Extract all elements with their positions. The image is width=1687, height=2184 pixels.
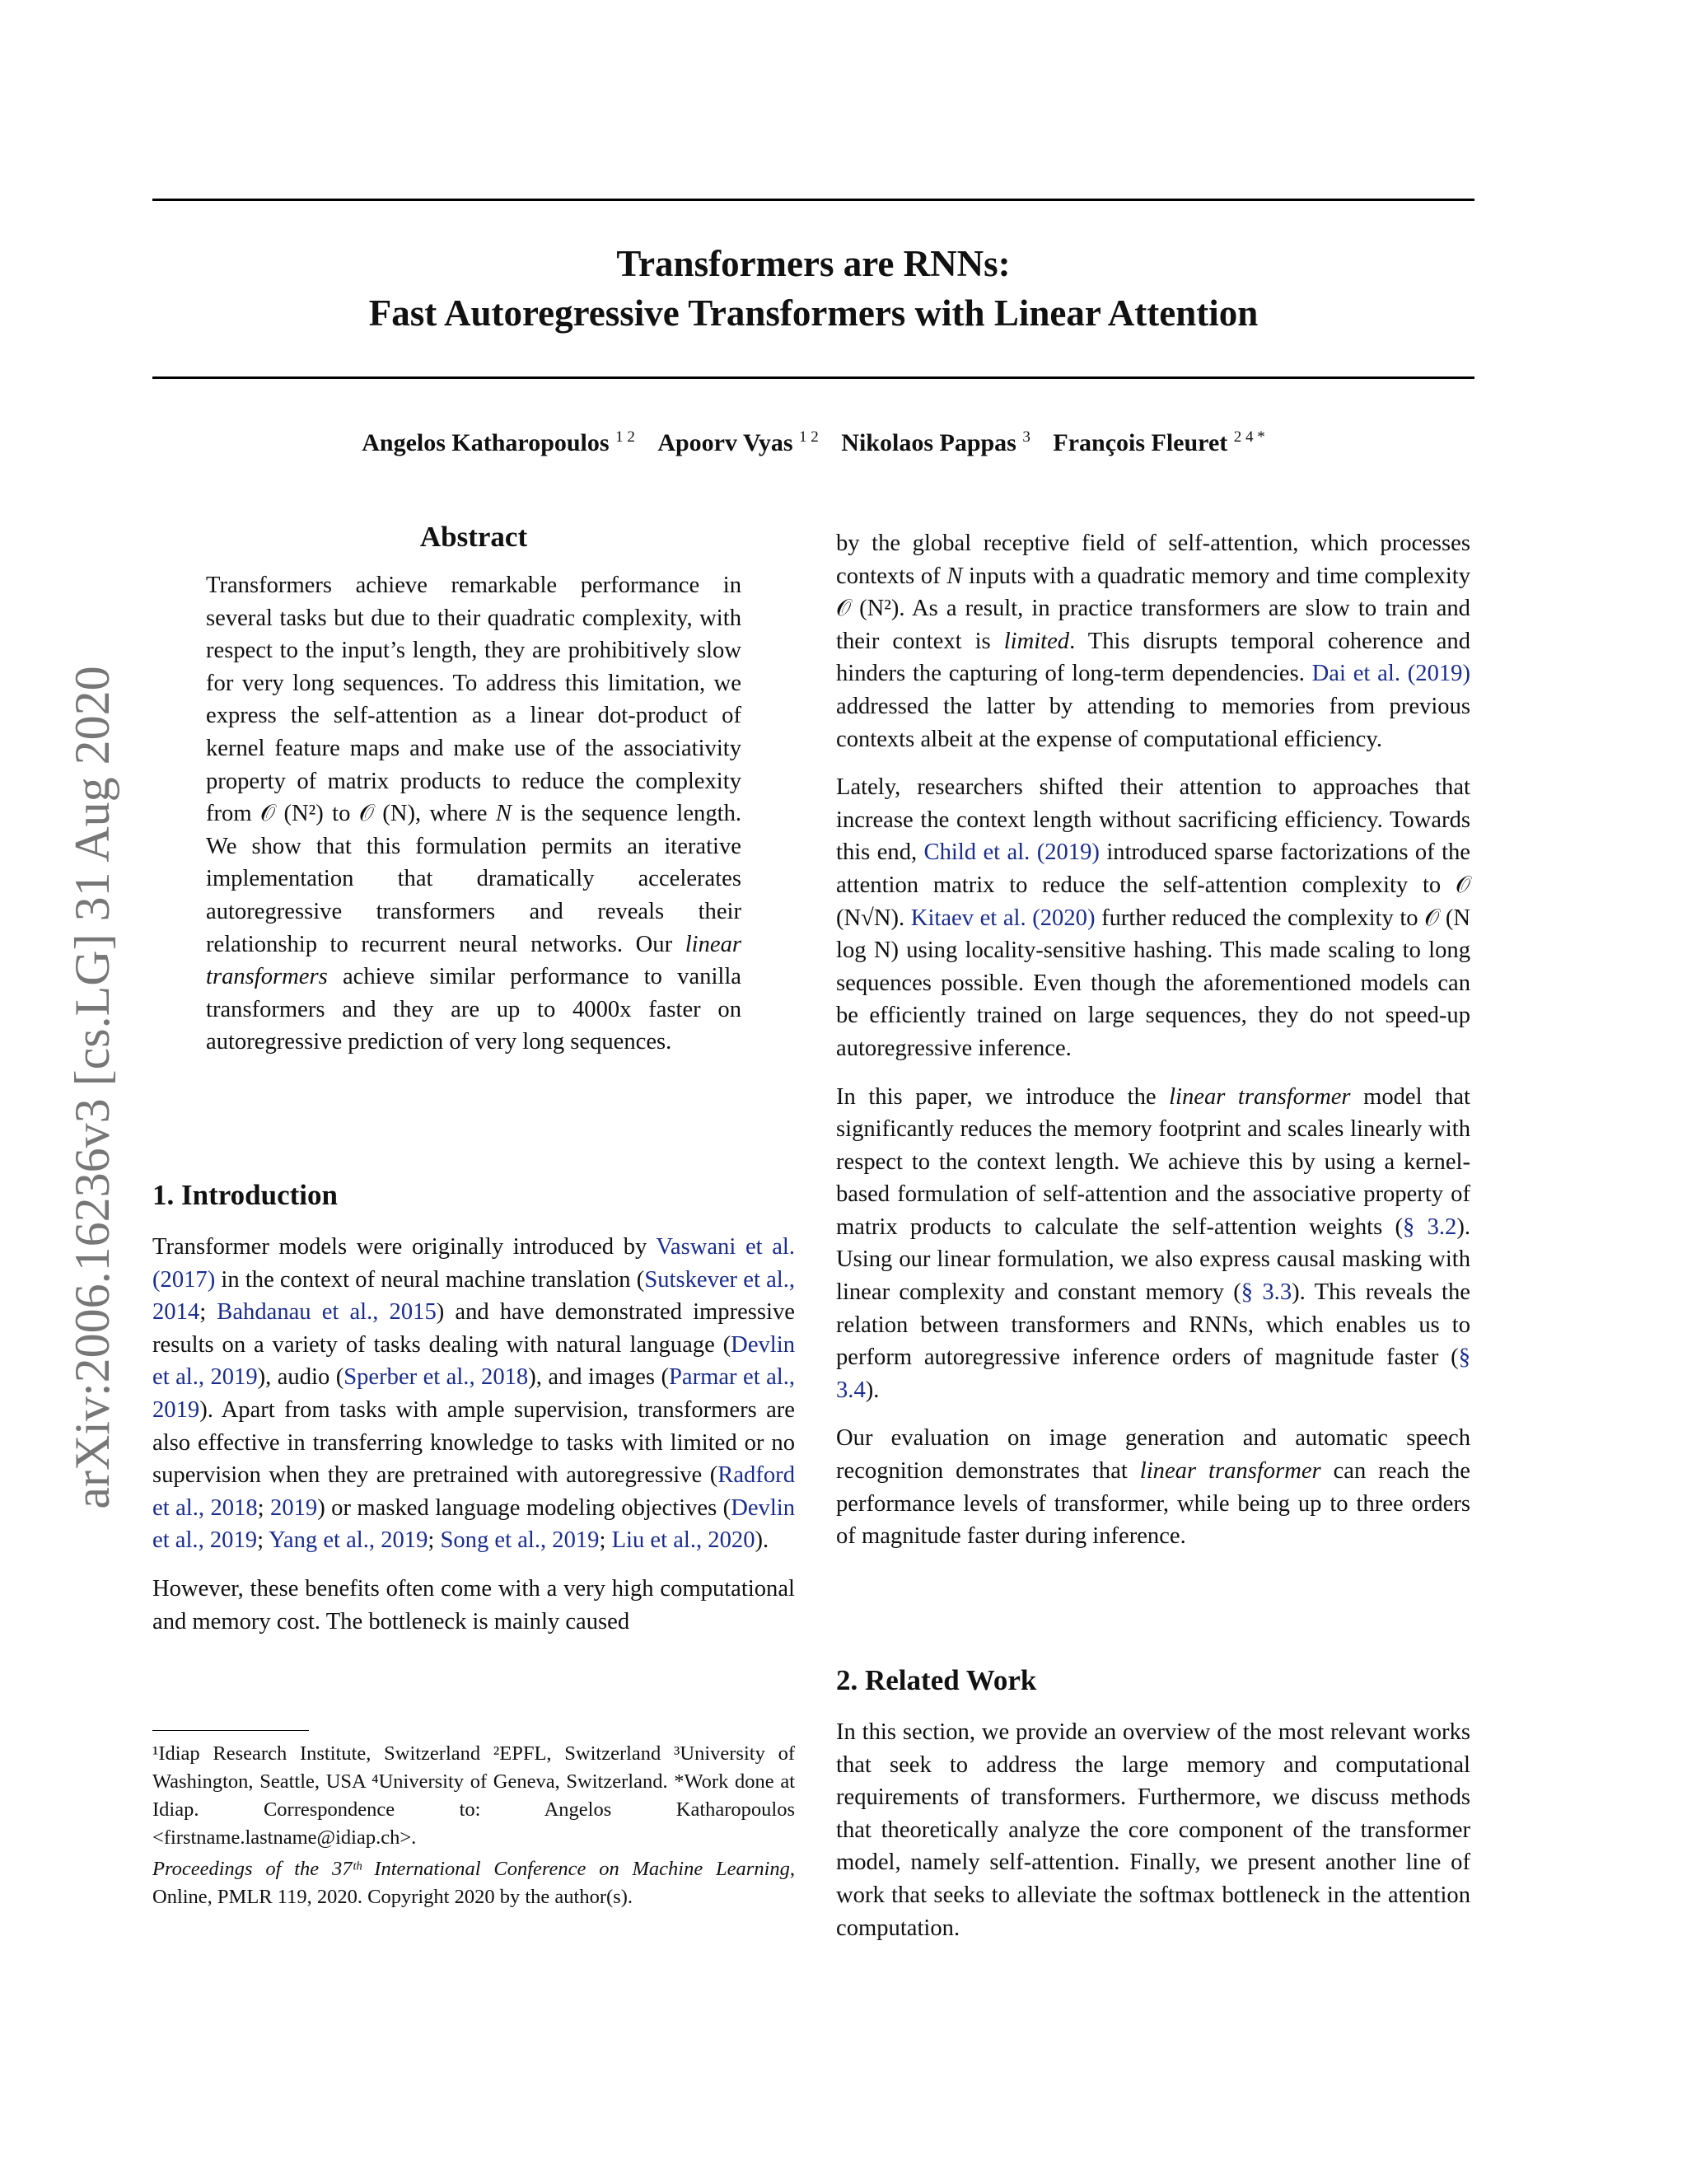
section-heading-related-work: 2. Related Work [836,1664,1037,1696]
citation-link[interactable]: Sperber et al., 2018 [343,1364,529,1391]
citation-link[interactable]: 2019 [270,1494,318,1521]
abstract-heading: Abstract [419,521,528,553]
math-inline: N [495,801,512,827]
math-inline: 𝒪 (N√N) [836,872,1470,931]
citation-link[interactable]: Dai et al. (2019) [1311,661,1471,687]
math-inline: 𝒪 (N) [358,801,415,827]
citation-link[interactable]: Devlin et al., 2019 [152,1331,795,1391]
citation-link[interactable]: Yang et al., 2019 [269,1527,428,1554]
title-line-1: Transformers are RNNs: [616,243,1011,284]
related-paragraph-1: In this section, we provide an overview of the most relevant works that seek to address the large memory and computational requirements of transformers. Furthermore, we discuss methods that theoretically analyze the core component of the transformer model, namely self-attention. Finally, we present another line of work that seeks to alleviate the softmax bottleneck in the attention computation. [836,1719,1470,1941]
author: Apoorv Vyas $^{1 2}$ [657,428,819,456]
section-ref-link[interactable]: § 3.2 [1403,1214,1457,1240]
title-top-rule [152,199,1474,201]
citation-link[interactable]: Vaswani et al. (2017) [152,1234,795,1293]
abstract-paragraph: Transformers achieve remarkable performance in several tasks but due to their quadratic complexity, with respect to the input’s length, they are prohibitively slow for very long sequences. To address this limitation, we express the self-attention as a linear dot-product of kernel feature maps and make use of the associativity property of matrix products to reduce the complexity from 𝒪 (N²) to 𝒪 (N), where N is the sequence length. We show that this formulation permits an iterative implementation that dramatically accelerates autoregressive transformers and reveals their relationship to recurrent neural networks. Our linear transformers achieve similar performance to vanilla transformers and they are up to 4000x faster on autoregressive prediction of very long sequences. [206,573,742,1055]
section-ref-link[interactable]: § 3.4 [836,1345,1470,1403]
arxiv-sidebar-stamp: arXiv:2006.16236v3 [cs.LG] 31 Aug 2020 [65,666,119,1509]
emphasis: limited [1003,628,1070,654]
intro-paragraph-1: Transformer models were originally introduced by Vaswani et al. (2017) in the context of neural machine translation (Sutskever et al., 2014; Bahdanau et al., 2015) and have demonstrated impressive results on a variety of tasks dealing with natural language (Devlin et al., 2019), audio (Sperber et al., 2018), and images (Parmar et al., 2019). Apart from tasks with ample supervision, transformers are also effective in transferring knowledge to tasks with limited or no supervision when they are pretrained with autoregressive (Radford et al., 2018; 2019) or masked language modeling objectives (Devlin et al., 2019; Yang et al., 2019; Song et al., 2019; Liu et al., 2020). [152,1234,796,1554]
title-line-2: Fast Autoregressive Transformers with Linear Attention [368,292,1259,334]
citation-link[interactable]: Parmar et al., 2019 [152,1364,796,1423]
right-paragraph-4: Our evaluation on image generation and automatic speech recognition demonstrates that linear transformer can reach the performance levels of transformer, while being up to three orders of magnitude faster during inference. [836,1425,1470,1550]
author: Angelos Katharopoulos $^{1 2}$ [362,428,635,456]
citation-link[interactable]: Child et al. (2019) [923,839,1100,866]
introduction-body [152,1231,795,1638]
citation-link[interactable]: Radford et al., 2018 [152,1462,795,1521]
emphasis: linear transformer [1139,1458,1321,1485]
citation-link[interactable]: Kitaev et al. (2020) [910,905,1096,931]
right-paragraph-1: by the global receptive field of self-attention, which processes contexts of N inputs with a quadratic memory and time complexity 𝒪 (N²). As a result, in practice transformers are slow to train and their context is limited. This disrupts temporal coherence and hinders the capturing of long-term dependencies. Dai et al. (2019) addressed the latter by attending to memories from previous contexts albeit at the expense of computational efficiency. [836,531,1471,752]
right-column-body [836,527,1470,1553]
section-heading-introduction: 1. Introduction [152,1179,338,1211]
paper-title [152,239,1474,338]
citation-link[interactable]: Liu et al., 2020 [611,1527,755,1554]
proceedings-note: Proceedings of the 37ᵗʰ International Conference on Machine Learning, Online, PMLR 119, 2020. Copyright 2020 by the author(s). [152,1858,795,1908]
author: Nikolaos Pappas $^3$ [841,428,1030,456]
related-work-body [836,1716,1470,1944]
math-inline: 𝒪 (N²) [260,801,324,827]
citation-link[interactable]: Bahdanau et al., 2015 [217,1299,437,1326]
citation-link[interactable]: Devlin et al., 2019 [152,1494,796,1554]
author: François Fleuret $^{2 4 *}$ [1053,428,1265,456]
abstract-body [206,569,741,1059]
section-ref-link[interactable]: § 3.3 [1241,1279,1292,1306]
math-inline: N [946,563,963,589]
emphasis: linear transformers [206,931,741,990]
math-inline: 𝒪 (N log N) [836,905,1470,964]
citation-link[interactable]: Sutskever et al., 2014 [152,1266,795,1326]
affiliations-footnote: ¹Idiap Research Institute, Switzerland ²EPFL, Switzerland ³University of Washington, Seattle, USA ⁴University of Geneva, Switzerland. *Work done at Idiap. Correspondence to: Angelos Katharopoulos <firstname.lastname@idiap.ch>. [152,1742,795,1849]
title-bottom-rule [152,376,1474,379]
intro-paragraph-2: However, these benefits often come with a very high computational and memory cost. The bottleneck is mainly caused [152,1575,795,1634]
citation-link[interactable]: Song et al., 2019 [440,1527,600,1554]
right-paragraph-2: Lately, researchers shifted their attention to approaches that increase the context length without sacrificing efficiency. Towards this end, Child et al. (2019) introduced sparse factorizations of the attention matrix to reduce the self-attention complexity to 𝒪 (N√N). Kitaev et al. (2020) further reduced the complexity to 𝒪 (N log N) using locality-sensitive hashing. This made scaling to long sequences possible. Even though the aforementioned models can be efficiently trained on large sequences, they do not speed-up autoregressive inference. [836,774,1470,1061]
author-list [152,428,1474,457]
footnote-rule [152,1730,309,1731]
emphasis: linear transformer [1169,1083,1351,1110]
right-paragraph-3: In this paper, we introduce the linear transformer model that significantly reduces the memory footprint and scales linearly with respect to the context length. We achieve this by using a kernel-based formulation of self-attention and the associative property of matrix products to calculate the self-attention weights (§ 3.2). Using our linear formulation, we also express causal masking with linear complexity and constant memory (§ 3.3). This reveals the relation between transformers and RNNs, which enables us to perform autoregressive inference orders of magnitude faster (§ 3.4). [836,1083,1471,1403]
math-inline: 𝒪 (N²) [836,596,900,622]
